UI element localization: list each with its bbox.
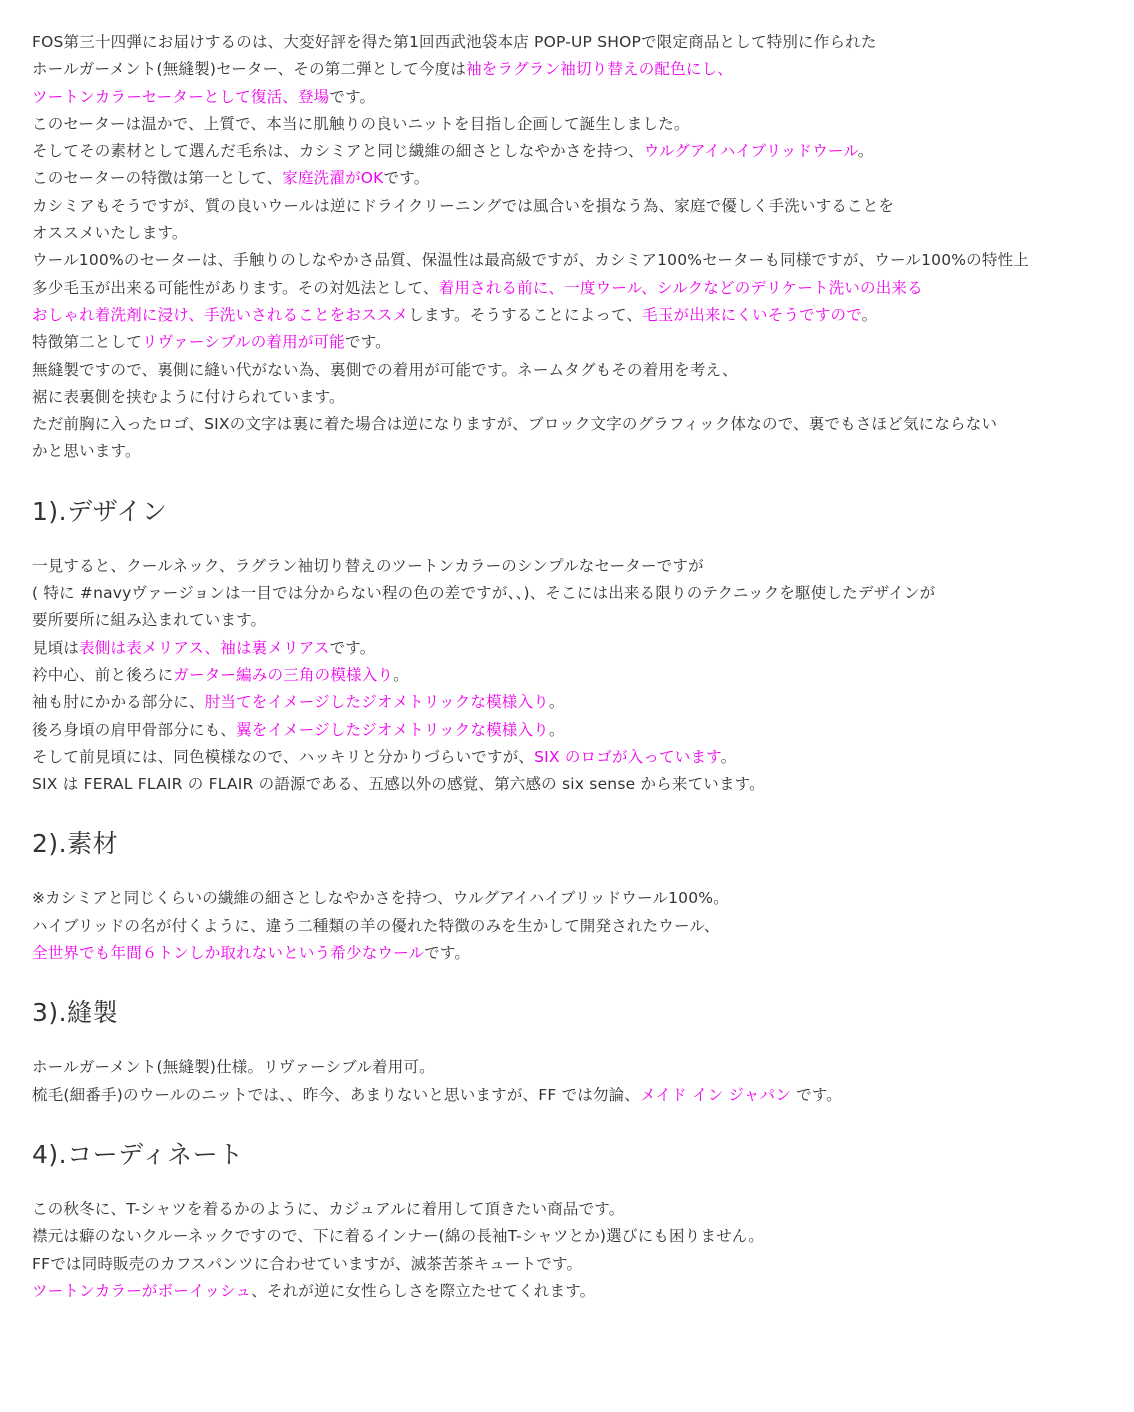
text-line: [32, 635, 1124, 662]
highlighted-text: 肘当てをイメージしたジオメトリックな模様入り: [204, 693, 549, 712]
highlighted-text: SIX のロゴが入っています: [534, 747, 721, 766]
text-line: [32, 384, 1124, 411]
section-heading: 3).縫製: [32, 998, 119, 1028]
text-line: [32, 29, 1124, 56]
heading-gap: [32, 859, 1124, 885]
text-line: [32, 771, 1124, 798]
highlighted-text: ツートンカラーがボーイッシュ: [32, 1281, 252, 1300]
section-3: [32, 967, 1124, 1109]
body-text: ※カシミアと同じくらいの繊維の細さとしなやかさを持つ、ウルグアイハイブリッドウール100%。: [32, 889, 729, 908]
body-text: です。: [424, 944, 471, 963]
body-text: 見頃は: [32, 638, 80, 657]
heading-gap: [32, 1028, 1124, 1054]
body-text: 。: [861, 305, 878, 324]
body-text: オススメいたします。: [32, 224, 188, 243]
highlighted-text: 袖をラグラン袖切り替えの配色にし、: [466, 60, 733, 79]
body-text: FOS第三十四弾にお届けするのは、大変好評を得た第1回西武池袋本店 POP-UP SHOPで限定商品として特別に作られた: [32, 33, 877, 51]
body-text: FFでは同時販売のカフスパンツに合わせていますが、滅茶苦茶キュートです。: [32, 1254, 583, 1273]
heading-gap: [32, 527, 1124, 553]
heading-gap: [32, 1170, 1124, 1196]
highlighted-text: 毛玉が出来にくいそうですので: [642, 305, 862, 324]
body-text: かと思います。: [32, 442, 141, 461]
body-text: 。: [857, 142, 874, 161]
highlighted-text: リヴァーシブルの着用が可能: [141, 333, 345, 352]
text-line: [32, 940, 1124, 967]
body-text: 。: [548, 693, 565, 712]
intro-section: [32, 29, 1124, 466]
body-text: 一見すると、クールネック、ラグラン袖切り替えのツートンカラーのシンプルなセーターですが: [32, 556, 704, 575]
highlighted-text: 着用される前に、一度ウール、シルクなどのデリケート洗いの出来る: [438, 278, 923, 297]
body-text: 要所要所に組み込まれています。: [32, 611, 267, 630]
section-gap: [32, 967, 1124, 998]
body-text: 裾に表裏側を挟むように付けられています。: [32, 387, 345, 406]
body-text: このセーターの特徴は第一として、: [32, 169, 283, 188]
body-text: です。: [344, 333, 391, 352]
body-text: SIX は FERAL FLAIR の FLAIR の語源である、五感以外の感覚、第六感の six sense から来ています。: [32, 775, 765, 794]
body-text: 無縫製ですので、裏側に縫い代がない為、裏側での着用が可能です。ネームタグもその着用を考え、: [32, 360, 738, 379]
highlighted-text: 翼をイメージしたジオメトリックな模様入り: [236, 720, 549, 739]
text-line: [32, 138, 1124, 165]
body-text: ウール100%のセーターは、手触りのしなやかさ品質、保温性は最高級ですが、カシミア100%セーターも同様ですが、ウール100%の特性上: [32, 251, 1029, 270]
highlighted-text: 家庭洗濯がOK: [282, 169, 384, 188]
section-gap: [32, 466, 1124, 497]
section-heading: 1).デザイン: [32, 496, 168, 526]
text-line: [32, 220, 1124, 247]
text-line: [32, 744, 1124, 771]
body-text: そしてその素材として選んだ毛糸は、カシミアと同じ繊維の細さとしなやかさを持つ、: [32, 142, 644, 161]
section-2: [32, 798, 1124, 967]
body-text: 後ろ身頃の肩甲骨部分にも、: [32, 720, 237, 739]
section-gap: [32, 1109, 1124, 1140]
text-line: [32, 1054, 1124, 1081]
highlighted-text: ウルグアイハイブリッドウール: [643, 142, 858, 161]
text-line: [32, 247, 1124, 274]
body-text: 、それが逆に女性らしさを際立たせてくれます。: [251, 1281, 596, 1300]
body-text: 襟元は癖のないクルーネックですので、下に着るインナー(綿の長袖T-シャツとか)選びにも困りません。: [32, 1227, 765, 1246]
text-line: [32, 411, 1124, 438]
body-text: この秋冬に、T-シャツを着るかのように、カジュアルに着用して頂きたい商品です。: [32, 1199, 625, 1218]
text-line: [32, 329, 1124, 356]
text-line: [32, 1223, 1124, 1250]
body-text: です。: [383, 169, 430, 188]
text-line: [32, 607, 1124, 634]
text-line: [32, 357, 1124, 384]
body-text: 袖も肘にかかる部分に、: [32, 693, 205, 712]
section-1: [32, 466, 1124, 799]
highlighted-text: おしゃれ着洗剤に浸け、手洗いされることをおススメ: [32, 305, 409, 324]
text-line: [32, 662, 1124, 689]
body-text: です。: [329, 87, 376, 106]
section-4: [32, 1109, 1124, 1305]
highlighted-text: 表側は表メリアス、袖は裏メリアス: [79, 638, 330, 657]
body-text: 。: [393, 665, 409, 684]
text-line: [32, 717, 1124, 744]
body-text: そして前見頃には、同色模様なので、ハッキリと分かりづらいですが、: [32, 747, 535, 766]
text-line: [32, 913, 1124, 940]
body-text: ハイブリッドの名が付くように、違う二種類の羊の優れた特徴のみを生かして開発されたウール、: [32, 916, 720, 935]
body-text: カシミアもそうですが、質の良いウールは逆にドライクリーニングでは風合いを損なう為、家庭で優しく手洗いすることを: [32, 196, 895, 215]
text-line: [32, 302, 1124, 329]
body-text: 梳毛(細番手)のウールのニットでは、、昨今、あまりないと思いますが、FF では勿論、: [32, 1085, 641, 1104]
text-line: [32, 1251, 1124, 1278]
text-line: [32, 1082, 1124, 1109]
highlighted-text: ツートンカラーセーターとして復活、登場: [32, 87, 330, 106]
body-text: ホールガーメント(無縫製)セーター、その第二弾として今度は: [32, 60, 467, 79]
body-text: します。そうすることによって、: [408, 305, 643, 324]
text-line: [32, 689, 1124, 716]
highlighted-text: 全世界でも年間６トンしか取れないという希少なウール: [32, 944, 425, 963]
body-text: このセーターは温かで、上質で、本当に肌触りの良いニットを目指し企画して誕生しました。: [32, 114, 690, 133]
body-text: 多少毛玉が出来る可能性があります。その対処法として、: [32, 278, 439, 297]
highlighted-text: メイド イン ジャパン: [640, 1085, 792, 1104]
body-text: 。: [548, 720, 565, 739]
text-line: [32, 438, 1124, 465]
body-text: ( 特に #navyヴァージョンは一目では分からない程の色の差ですが、、)、そこには出来る限りのテクニックを駆使したデザインが: [32, 584, 936, 603]
body-text: 。: [720, 747, 737, 766]
highlighted-text: ガーター編みの三角の模様入り: [173, 665, 394, 684]
text-line: [32, 84, 1124, 111]
text-line: [32, 193, 1124, 220]
body-text: ホールガーメント(無縫製)仕様。リヴァーシブル着用可。: [32, 1058, 435, 1077]
text-line: [32, 1196, 1124, 1223]
text-line: [32, 111, 1124, 138]
body-text: 特徴第二として: [32, 333, 142, 352]
body-text: 衿中心、前と後ろに: [32, 665, 174, 684]
body-text: です。: [329, 638, 376, 657]
body-text: です。: [791, 1085, 843, 1104]
text-line: [32, 275, 1124, 302]
text-line: [32, 1278, 1124, 1305]
text-line: [32, 885, 1124, 912]
section-gap: [32, 798, 1124, 829]
text-line: [32, 56, 1124, 83]
text-line: [32, 580, 1124, 607]
text-line: [32, 553, 1124, 580]
section-heading: 2).素材: [32, 829, 119, 859]
section-heading: 4).コーディネート: [32, 1139, 244, 1169]
text-line: [32, 165, 1124, 192]
body-text: ただ前胸に入ったロゴ、SIXの文字は裏に着た場合は逆になりますが、ブロック文字のグラフィック体なので、裏でもさほど気にならない: [32, 415, 998, 434]
